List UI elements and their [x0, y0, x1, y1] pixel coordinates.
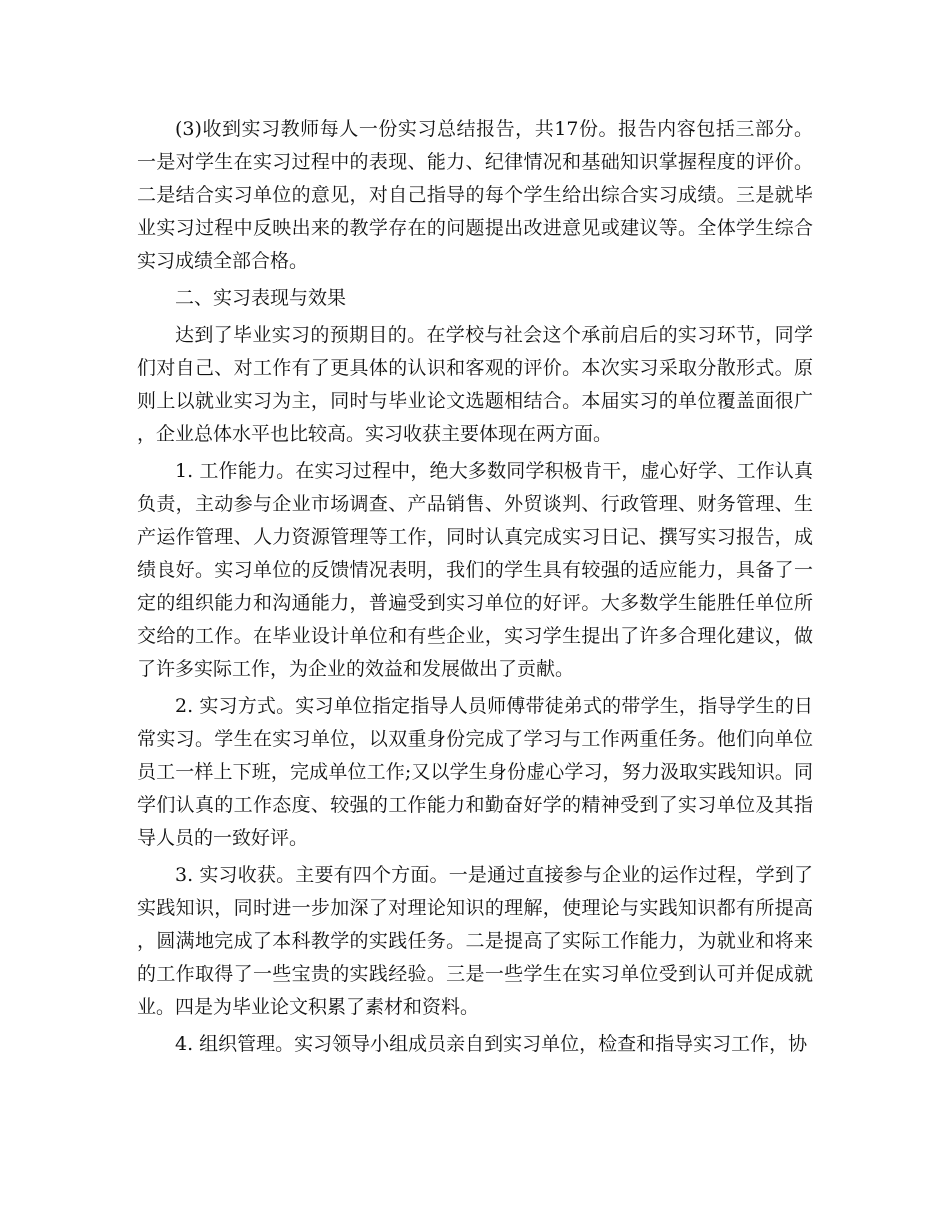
- paragraph-goal: 达到了毕业实习的预期目的。在学校与社会这个承前启后的实习环节，同学们对自己、对工作有了更具体的认识和客观的评价。本次实习采取分散形式。原则上以就业实习为主，同时与毕业论文选题相结合。本届实习的单位覆盖面很广，企业总体水平也比较高。实习收获主要体现在两方面。: [137, 324, 813, 445]
- document-body: [137, 113, 813, 1065]
- paragraph-reports: (3)收到实习教师每人一份实习总结报告，共17份。报告内容包括三部分。一是对学生在实习过程中的表现、能力、纪律情况和基础知识掌握程度的评价。二是结合实习单位的意见，对自己指导的每个学生给出综合实习成绩。三是就毕业实习过程中反映出来的教学存在的问题提出改进意见或建议等。全体学生综合实习成绩全部合格。: [137, 118, 813, 272]
- paragraph-gains: 3. 实习收获。主要有四个方面。一是通过直接参与企业的运作过程，学到了实践知识，同时进一步加深了对理论知识的理解，使理论与实践知识都有所提高，圆满地完成了本科教学的实践任务。二是提高了实际工作能力，为就业和将来的工作取得了一些宝贵的实践经验。三是一些学生在实习单位受到认可并促成就业。四是为毕业论文积累了素材和资料。: [137, 864, 813, 1018]
- section-heading-performance: 二、实习表现与效果: [175, 287, 347, 309]
- paragraph-organization: 4. 组织管理。实习领导小组成员亲自到实习单位，检查和指导实习工作，协: [175, 1033, 808, 1055]
- paragraph-internship-mode: 2. 实习方式。实习单位指定指导人员师傅带徒弟式的带学生，指导学生的日常实习。学生在实习单位，以双重身份完成了学习与工作两重任务。他们向单位员工一样上下班，完成单位工作;又以学生身份虚心学习，努力汲取实践知识。同学们认真的工作态度、较强的工作能力和勤奋好学的精神受到了实习单位及其指导人员的一致好评。: [137, 695, 813, 849]
- paragraph-work-ability: 1. 工作能力。在实习过程中，绝大多数同学积极肯干，虚心好学、工作认真负责，主动参与企业市场调查、产品销售、外贸谈判、行政管理、财务管理、生产运作管理、人力资源管理等工作，同时认真完成实习日记、撰写实习报告，成绩良好。实习单位的反馈情况表明，我们的学生具有较强的适应能力，具备了一定的组织能力和沟通能力，普遍受到实习单位的好评。大多数学生能胜任单位所交给的工作。在毕业设计单位和有些企业，实习学生提出了许多合理化建议，做了许多实际工作，为企业的效益和发展做出了贡献。: [137, 460, 813, 680]
